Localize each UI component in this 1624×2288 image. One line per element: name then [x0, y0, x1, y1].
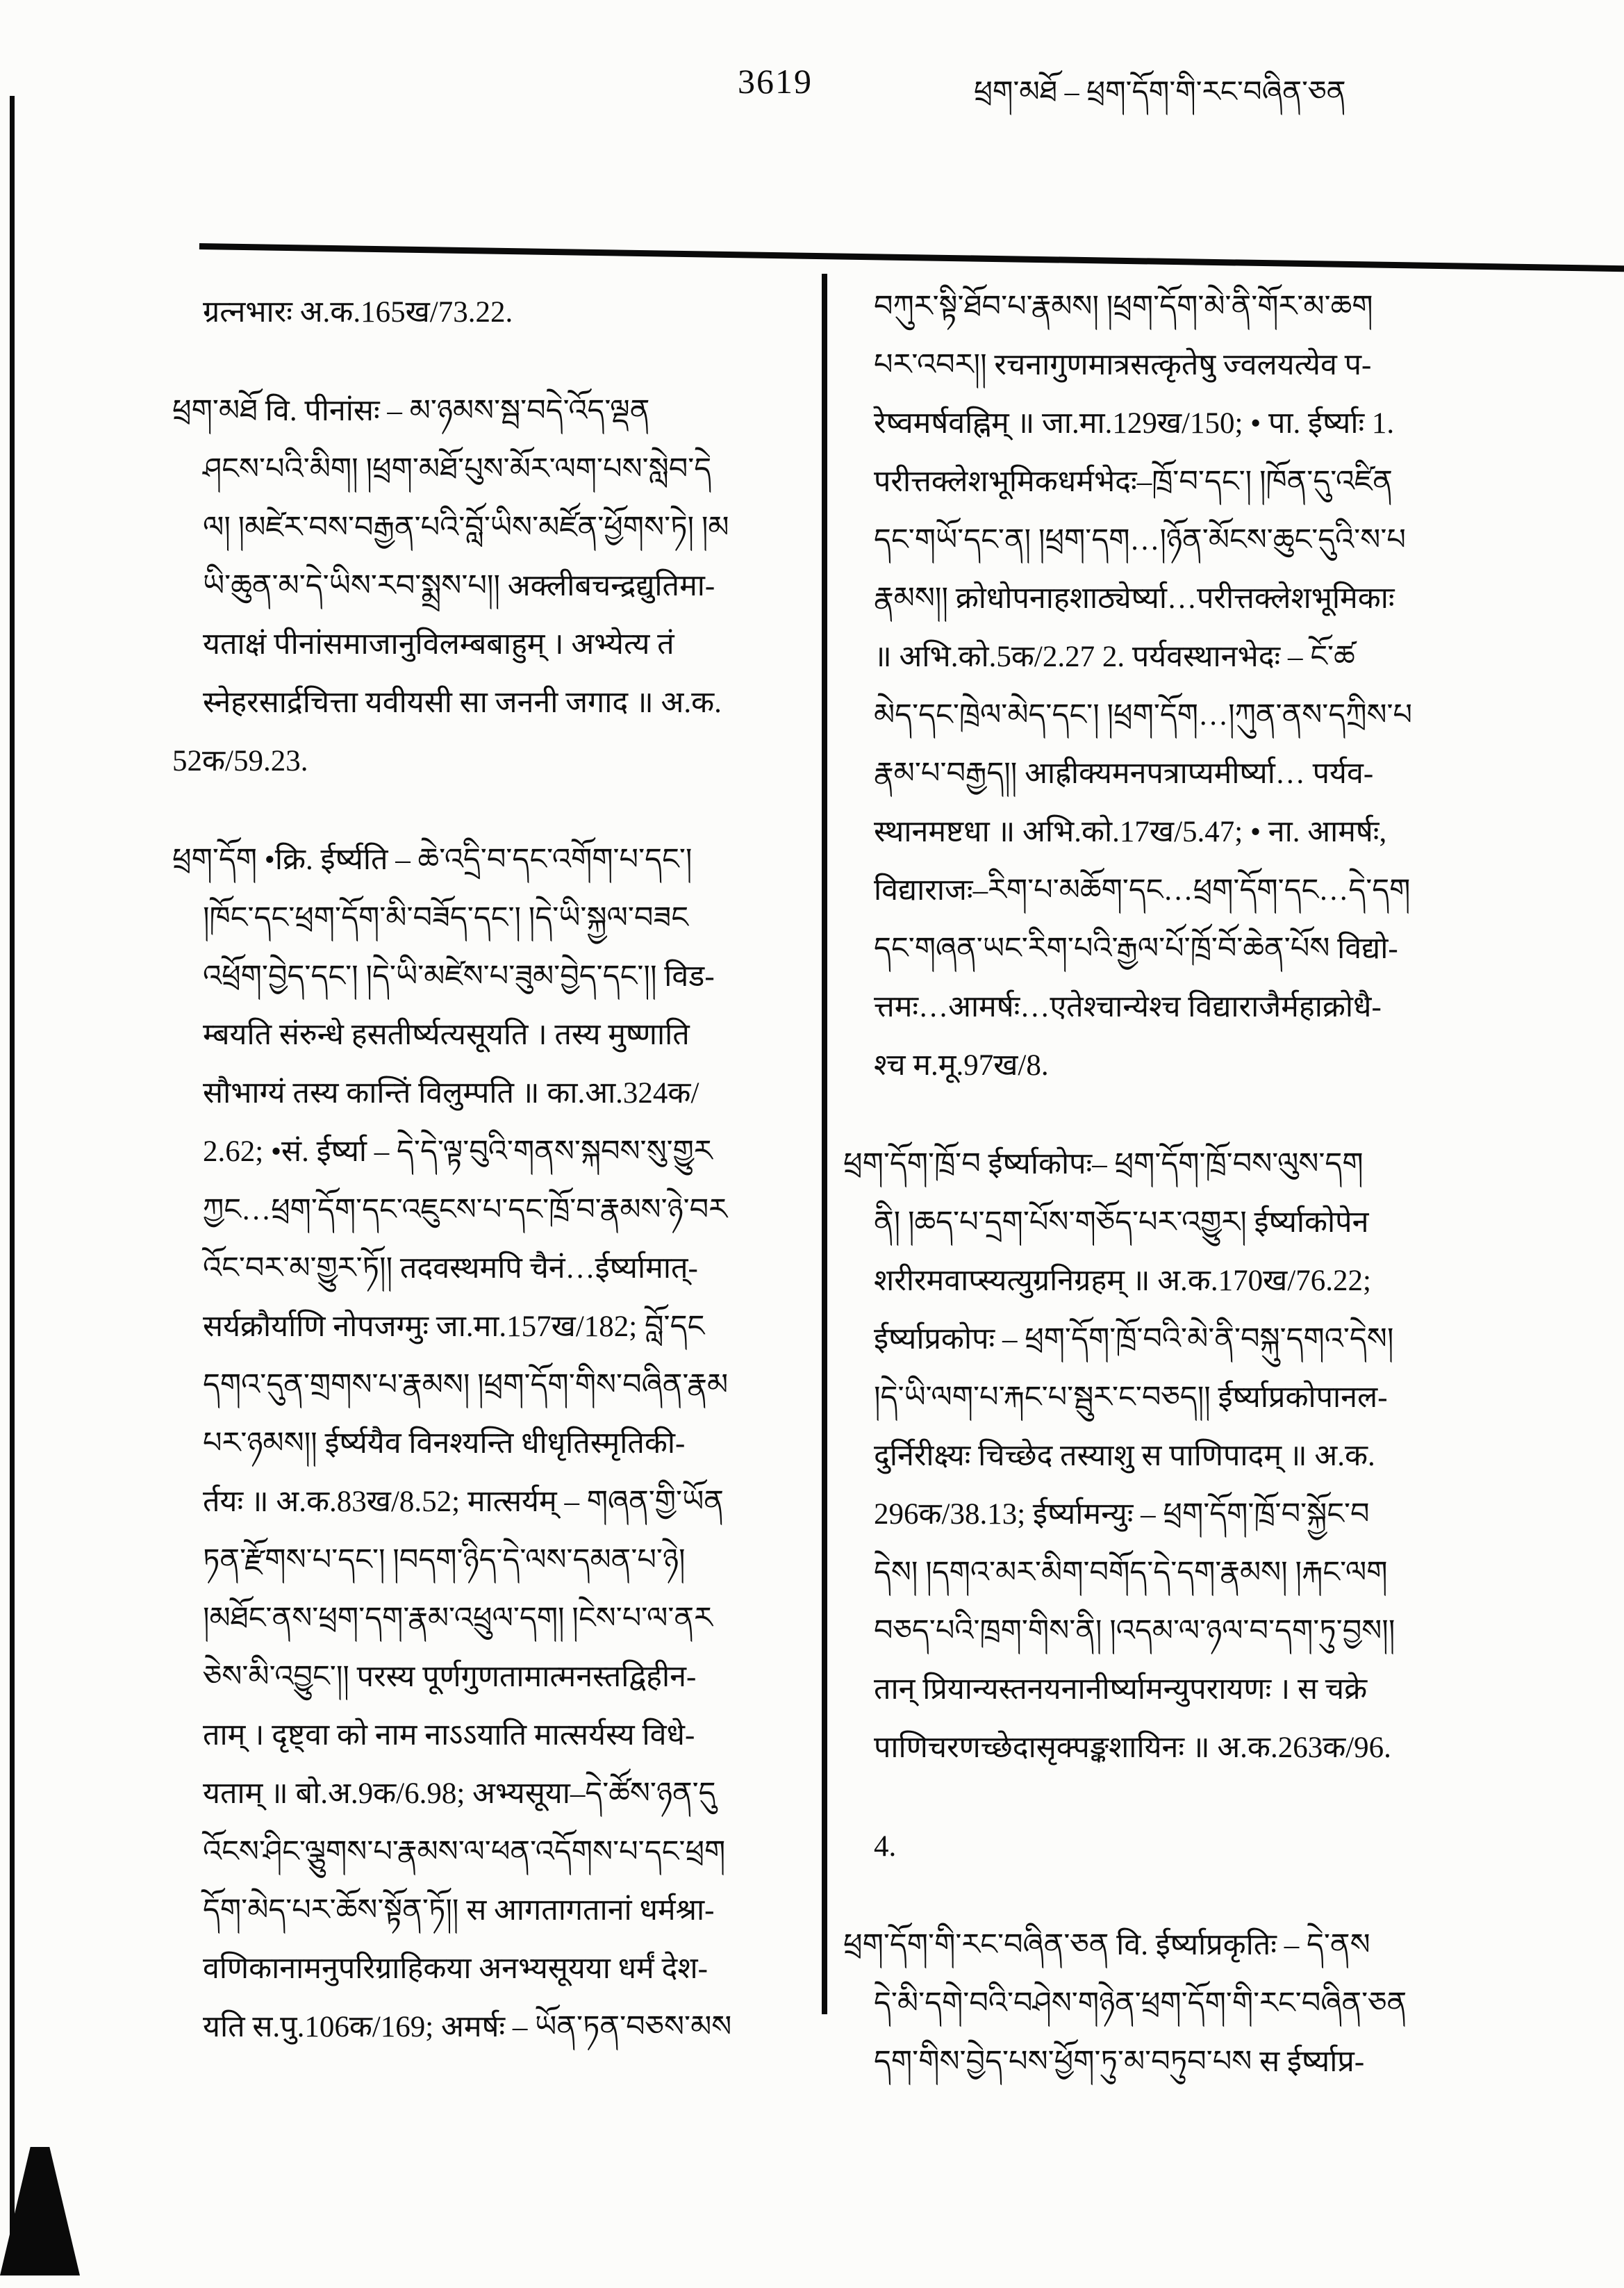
text-line: ईर्ष्याप्रकोपः – ཕྲག་དོག་ཁྲོ་བའི་མེ་ནི་བསྐུ་དགའ་དེས། — [874, 1323, 1394, 1356]
text-line: དག་གིས་བྱེད་པས་ཕྱོག་ཏུ་མ་བཏུབ་པས स ईर्ष्याप्र- — [874, 2046, 1365, 2078]
text-line: ॥ अभि.को.5क/2.27 2. पर्यवस्थानभेदः – ངོ་ཚ — [874, 641, 1355, 673]
text-line: རྣམ་པ་བརྒྱད།། आह्रीक्यमनपत्राप्यमीर्ष्या… पर्यव- — [874, 757, 1374, 790]
text-line: तान् प्रियान्यस्तनयनानीर्ष्यामन्युपरायणः । स चक्रे — [874, 1673, 1368, 1706]
text-line: पाणिचरणच्छेदासृक्पङ्कशायिनः ॥ अ.क.263क/96. — [874, 1731, 1391, 1764]
text-line: 4. — [874, 1830, 897, 1863]
text-line: ཏན་རྫོགས་པ་དང་། །བདག་ཉིད་དེ་ལས་དམན་པ་ཉེ། — [203, 1544, 686, 1577]
text-line: स्नेहरसार्द्रचित्ता यवीयसी सा जननी जगाद ॥ अ.क. — [203, 686, 722, 719]
text-line: པར་ཉམས།། ईर्ष्ययैव विनश्यन्ति धीधृतिस्मृतिकी- — [203, 1427, 686, 1460]
text-line: वणिकानामनुपरिग्राहिकया अनभ्यसूयया धर्मं देश- — [203, 1952, 708, 1985]
text-line: श्च म.मू.97ख/8. — [874, 1049, 1049, 1082]
text-line: विद्याराजः–རིག་པ་མཆོག་དང…ཕྲག་དོག་དང…དེ་དག — [874, 874, 1411, 907]
text-line: 2.62; •सं. ईर्ष्या – དེ་དེ་ལྟ་བུའི་གནས་སྐབས་སུ་གྱུར — [203, 1135, 713, 1168]
text-line: ཤངས་པའི་མིག། །ཕྲག་མཐོ་པུས་མོར་ལག་པས་སླེབ་དེ — [203, 453, 712, 486]
scan-edge-artifact — [10, 96, 15, 2250]
text-line: མེད་དང་ཁྲེལ་མེད་དང་། །ཕྲག་དོག…།ཀུན་ནས་དཀྲིས་པ — [874, 699, 1413, 732]
text-line: ནི། །ཆད་པ་དྲག་པོས་གཅོད་པར་འགྱུར། ईर्ष्याकोपेन — [874, 1206, 1369, 1239]
text-line: म्बयति संरुन्धे हसतीर्ष्यत्यसूयति । तस्य मुष्णाति — [203, 1019, 690, 1051]
text-line: यताक्षं पीनांसमाजानुविलम्बबाहुम् । अभ्येत्य तं — [203, 628, 674, 661]
column-divider-rule — [822, 274, 827, 2014]
text-line: རྣམས།། क्रोधोपनाहशाठ्येर्ष्या…परीत्तक्लेशभूमिकाः — [874, 582, 1395, 615]
text-line: सर्यक्रौर्याणि नोपजग्मुः जा.मा.157ख/182; བློ་དང — [203, 1310, 705, 1343]
header-rule — [199, 243, 1624, 272]
text-line: བཅད་པའི་ཁྲག་གིས་ནི། །འདམ་ལ་ཉལ་བ་དག་ཏུ་བྱས།། — [874, 1615, 1395, 1647]
text-line: འཕྲོག་བྱེད་དང་། །དེ་ཡི་མཛེས་པ་ཟུམ་བྱེད་དང་།། विड- — [203, 960, 715, 993]
text-line: ཅེས་མི་འབྱུང་།། परस्य पूर्णगुणतामात्मनस्तद्विहीन- — [203, 1661, 697, 1693]
page-number: 3619 — [738, 62, 813, 101]
text-line: ताम् । दृष्ट्वा को नाम नाऽऽयाति मात्सर्यस्य विधे- — [203, 1719, 695, 1752]
text-line: स्थानमष्टधा ॥ अभि.को.17ख/5.47; • ना. आमर्षः, — [874, 816, 1387, 848]
text-line: यति स.पु.106क/169; अमर्षः – ཡོན་ཏན་བཅས་མས — [203, 2011, 732, 2043]
text-line: །མཐོང་ནས་ཕྲག་དག་རྣམ་འཕྲུལ་དག། །ངེས་པ་ལ་ནར — [203, 1602, 713, 1635]
text-line: དགའ་དུན་གྲགས་པ་རྣམས། །ཕྲག་དོག་གིས་བཞིན་རྣམ — [203, 1369, 729, 1401]
text-line: །དེ་ཡི་ལག་པ་རྐང་པ་སྦུར་ང་བཅད།། ईर्ष्याप्रकोपानल- — [874, 1381, 1388, 1414]
text-line: 296क/38.13; ईर्ष्यामन्युः – ཕྲག་དོག་ཁྲོ་བ་སྐྱོང་བ — [874, 1498, 1370, 1531]
text-line: འོངས་ཤིང་ལྕུགས་པ་རྣམས་ལ་ཕན་འདོགས་པ་དང་ཕྲག — [203, 1836, 726, 1868]
text-line: दुर्निरीक्ष्यः चिच्छेद तस्याशु स पाणिपादम् ॥ अ.क. — [874, 1440, 1375, 1472]
text-line: 52क/59.23. — [172, 745, 308, 777]
text-line: དོག་མེད་པར་ཆོས་སྟོན་ཏོ།། स आगतागतानां धर्मश्रा- — [203, 1894, 715, 1927]
text-line: ཕྲག་དོག་ཁྲོ་བ ईर्ष्याकोपः– ཕྲག་དོག་ཁྲོ་བས་ལུས་དག — [843, 1148, 1364, 1180]
text-line: དེ་མི་དགེ་བའི་བཤེས་གཉེན་ཕྲག་དོག་གི་རང་བཞིན་ཅན — [874, 1987, 1407, 2020]
text-line: པར་འབར།། रचनागुणमात्रसत्कृतेषु ज्वलयत्येव प- — [874, 349, 1372, 381]
text-line: त्तमः…आमर्षः…एतेश्चान्येश्च विद्याराजैर्महाक्रोधै- — [874, 991, 1382, 1023]
text-line: །ཁོང་དང་ཕྲག་དོག་མི་བཟོད་དང་། །དེ་ཡི་སྐྱལ་བཟང — [203, 902, 689, 935]
text-line: र्तयः ॥ अ.क.83ख/8.52; मात्सर्यम् – གཞན་གྱི་ཡོན — [203, 1485, 724, 1518]
column-left — [172, 283, 790, 2057]
text-line: ཕྲག་དོག •क्रि. ईर्ष्यति – ཆེ་འདྲི་བ་དང་འགོག་པ་དང་། — [172, 843, 693, 876]
text-line: यताम् ॥ बो.अ.9क/6.98; अभ्यसूया–དེ་ཚོས་ཉན་དུ — [203, 1777, 716, 1810]
text-line: ཀྱང…ཕྲག་དོག་དང་འཇུངས་པ་དང་ཁྲོ་བ་རྣམས་ཉེ་བར — [203, 1194, 727, 1226]
column-right — [843, 278, 1545, 2091]
text-line: དང་གཞན་ཡང་རིག་པའི་རྒྱལ་པོ་ཁྲོ་བོ་ཆེན་པོས विद्यो- — [874, 932, 1398, 965]
text-line: ལ། །མཛེར་བས་བརྒྱན་པའི་བློ་ཡིས་མཛོན་ཕྱོགས་ཏེ། །མ — [203, 511, 729, 544]
text-line: དེས། །དགའ་མར་མིག་བགོད་དེ་དག་རྣམས། །རྐང་ལག — [874, 1556, 1388, 1589]
text-line: བཀུར་སྟི་ཐོབ་པ་རྣམས། །ཕྲག་དོག་མེ་ནི་གོར་མ་ཆག — [874, 290, 1373, 323]
running-head-entry-range: ཕྲག་མཐོ – ཕྲག་དོག་གི་རང་བཞིན་ཅན — [974, 76, 1346, 108]
text-line: ग्रत्नभारः अ.क.165ख/73.22. — [203, 296, 513, 329]
text-line: ཕྲག་དོག་གི་རང་བཞིན་ཅན वि. ईर्ष्याप्रकृतिः – དེ་ནས — [843, 1929, 1370, 1961]
text-line: དང་གཡོ་དང་ན། །ཕྲག་དག…།ཉོན་མོངས་ཆུང་དུའི་ས་པ — [874, 524, 1406, 557]
text-line: འོང་བར་མ་གྱུར་ཏོ།། तदवस्थमपि चैनं…ईर्ष्यामात्- — [203, 1252, 698, 1285]
text-line: सौभाग्यं तस्य कान्तिं विलुम्पति ॥ का.आ.324क/ — [203, 1077, 699, 1110]
text-line: ཡི་ཆུན་མ་དེ་ཡིས་རབ་སྨྲས་པ།། अक्लीबचन्द्रद्युतिमा- — [203, 570, 715, 602]
text-line: शरीरमवाप्स्यत्युग्रनिग्रहम् ॥ अ.क.170ख/76.22; — [874, 1265, 1371, 1297]
text-line: परीत्तक्लेशभूमिकधर्मभेदः–ཁྲོ་བ་དང་། །ཁོན་དུ་འཛིན — [874, 466, 1393, 498]
text-line: ཕྲག་མཐོ वि. पीनांसः – མ་ཉམས་སྦ་བདེ་འོད་ལྡན — [172, 395, 650, 427]
text-line: रेष्वमर्षवह्निम् ॥ जा.मा.129ख/150; • पा. ईर्ष्याः 1. — [874, 407, 1395, 440]
